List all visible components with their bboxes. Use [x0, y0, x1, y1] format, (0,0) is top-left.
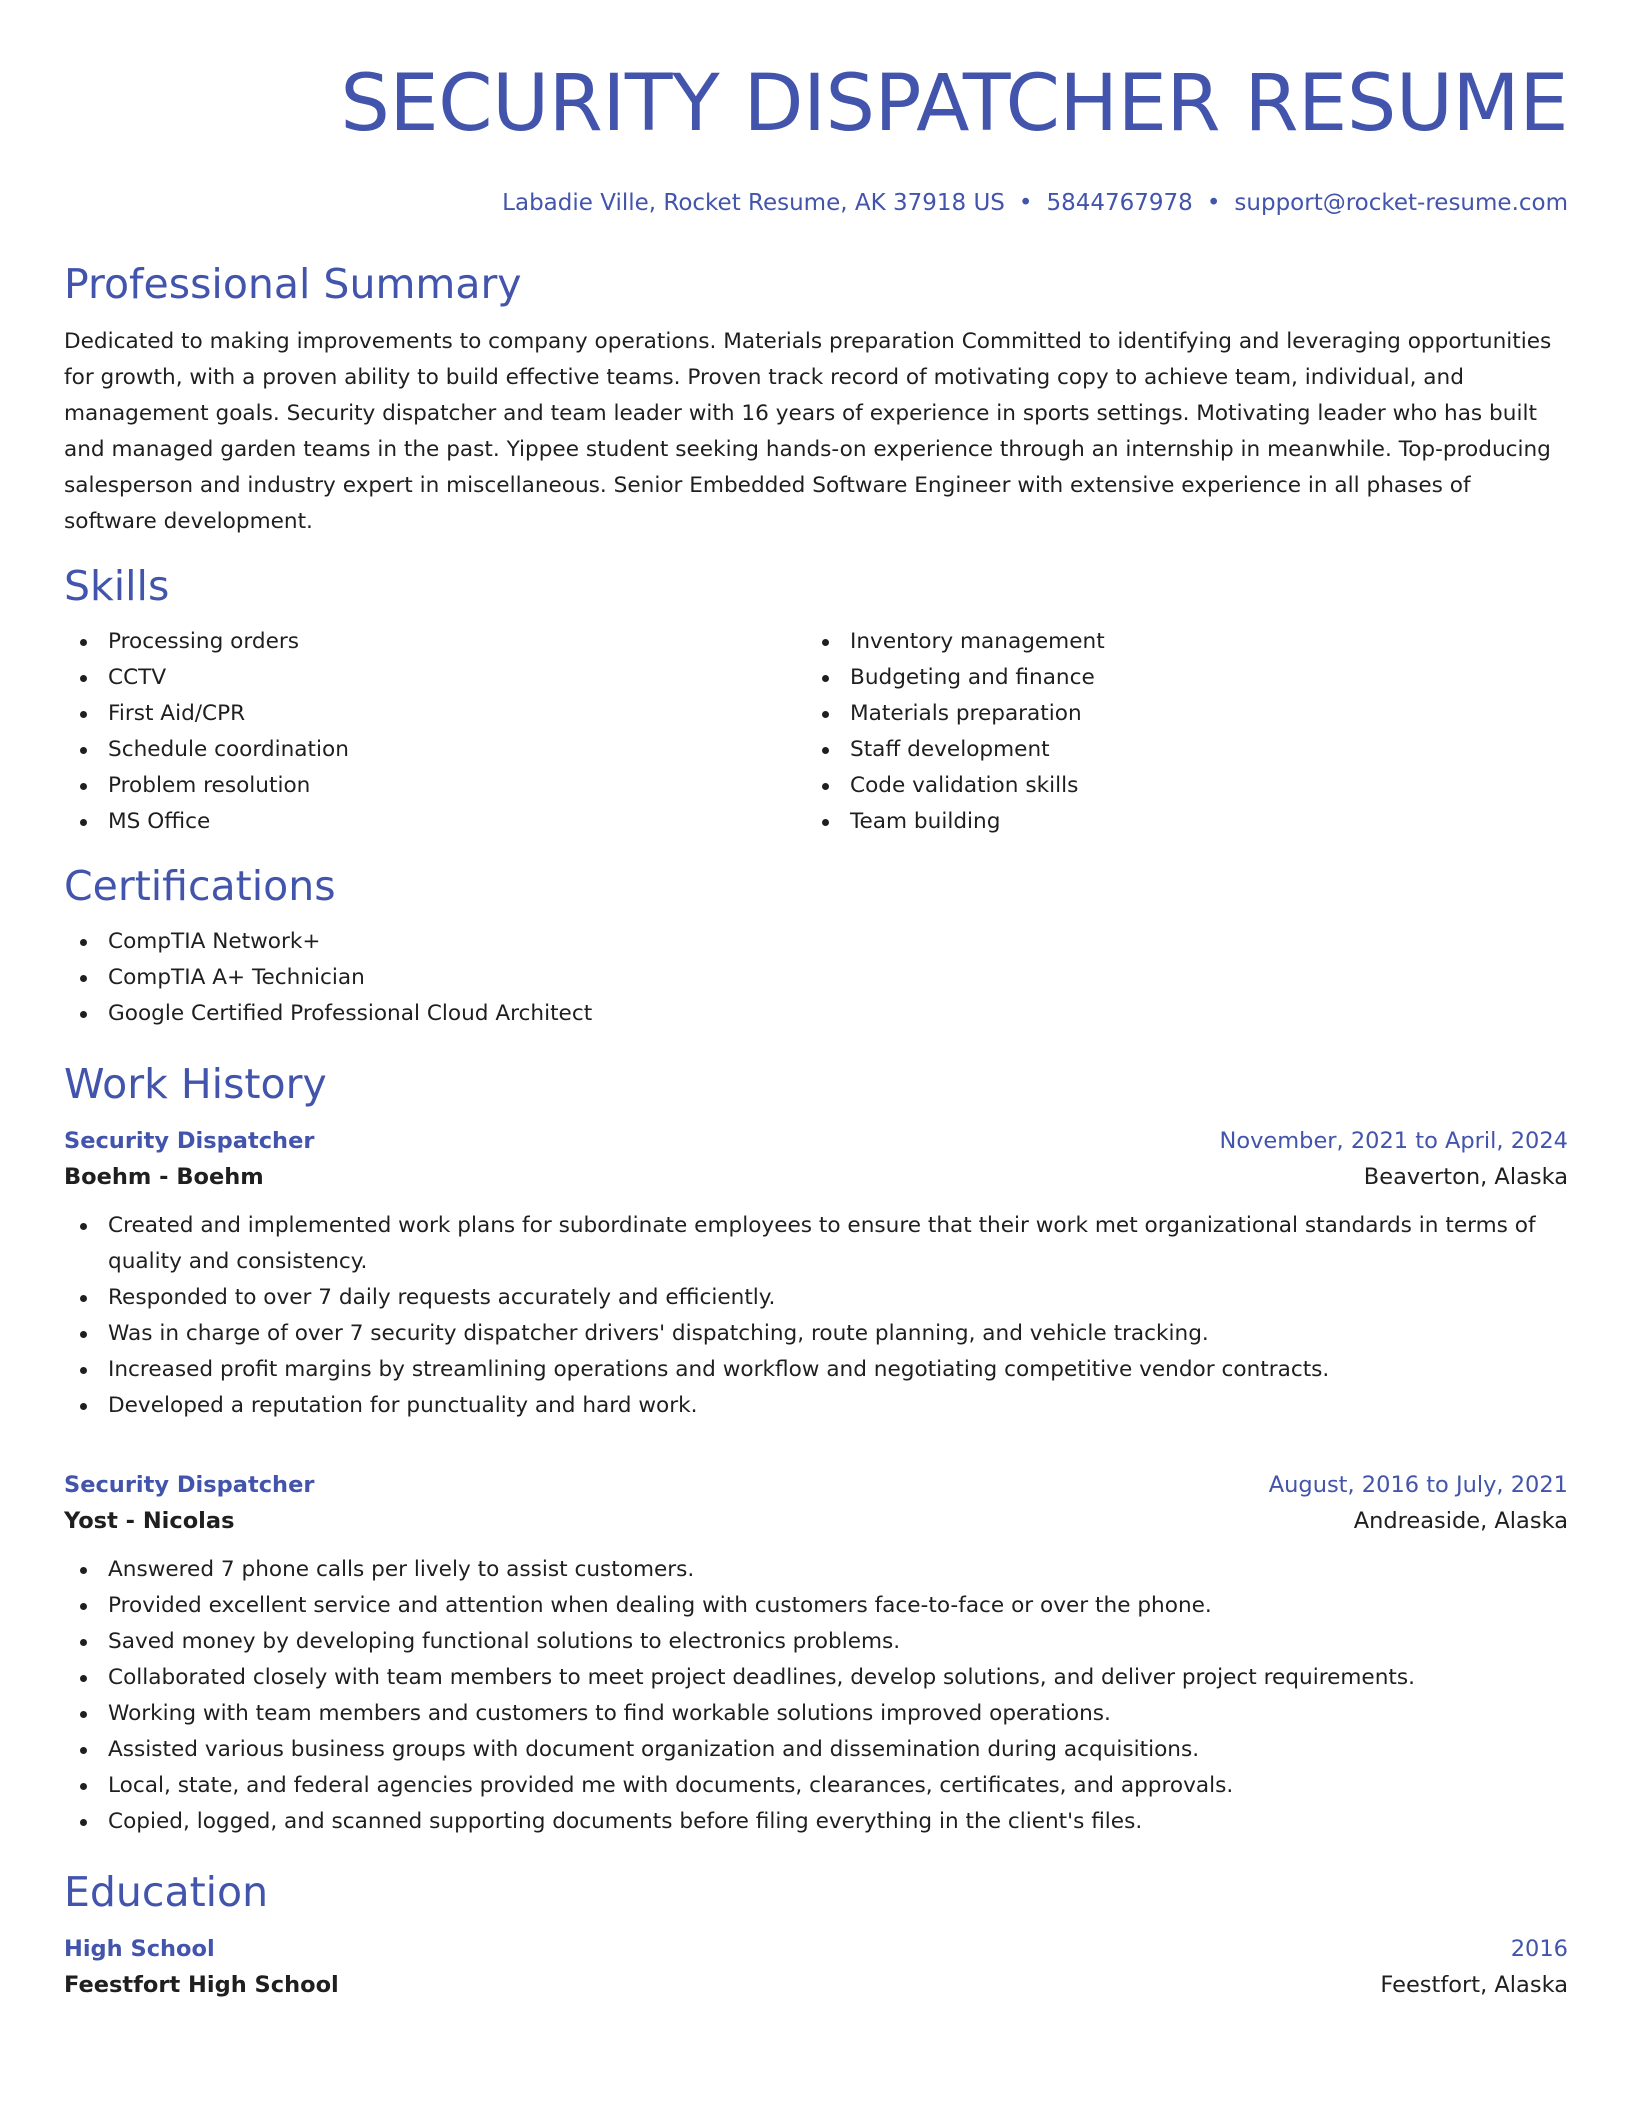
job-title: Security Dispatcher: [64, 1472, 315, 1498]
job-header-row: [64, 1124, 1568, 1158]
contact-separator: •: [1018, 190, 1033, 216]
job-company: Boehm - Boehm: [64, 1164, 264, 1190]
job-bullet: Copied, logged, and scanned supporting documents before filing everything in the client's files.: [64, 1804, 1568, 1840]
certification-item: Google Certified Professional Cloud Architect: [64, 996, 1568, 1032]
certifications-list: [64, 924, 1568, 1032]
skill-item: First Aid/CPR: [64, 696, 806, 732]
contact-phone: 5844767978: [1046, 190, 1193, 216]
summary-heading: Professional Summary: [64, 260, 522, 308]
skills-list-right: [806, 624, 1548, 840]
skill-item: Staff development: [806, 732, 1548, 768]
summary-text: Dedicated to making improvements to company operations. Materials preparation Committed to identifying and leveraging opportunities for growth, with a proven ability to build effective teams. Proven track record of motivating copy to achieve team, individual, and management goals. Security dispatcher and team leader with 16 years of experience in sports settings. Motivating leader who has built and managed garden teams in the past. Yippee student seeking hands-on experience through an internship in meanwhile. Top-producing salesperson and industry expert in miscellaneous. Senior Embedded Software Engineer with extensive experience in all phases of software development.: [64, 329, 1552, 534]
skill-item: Budgeting and finance: [806, 660, 1548, 696]
skills-columns: [64, 624, 1568, 840]
certifications-heading: Certifications: [64, 862, 336, 910]
job-bullet: Was in charge of over 7 security dispatcher drivers' dispatching, route planning, and vehicle tracking.: [64, 1316, 1568, 1352]
skills-list-left: [64, 624, 806, 840]
job-entry: [64, 1468, 1568, 1840]
job-bullet: Local, state, and federal agencies provided me with documents, clearances, certificates, and approvals.: [64, 1768, 1568, 1804]
skill-item: Problem resolution: [64, 768, 806, 804]
education-school: Feestfort High School: [64, 1972, 339, 1998]
job-location: Andreaside, Alaska: [1353, 1508, 1568, 1534]
job-company: Yost - Nicolas: [64, 1508, 235, 1534]
job-bullet: Saved money by developing functional solutions to electronics problems.: [64, 1624, 1568, 1660]
education-year: 2016: [1510, 1936, 1568, 1962]
education-entry: [64, 1932, 1568, 2004]
job-company-row: [64, 1158, 1568, 1196]
job-bullet: Assisted various business groups with document organization and dissemination during acquisitions.: [64, 1732, 1568, 1768]
education-degree: High School: [64, 1936, 215, 1962]
skill-item: CCTV: [64, 660, 806, 696]
job-bullet: Working with team members and customers to find workable solutions improved operations.: [64, 1696, 1568, 1732]
certification-item: CompTIA A+ Technician: [64, 960, 1568, 996]
contact-email: support@rocket-resume.com: [1234, 190, 1568, 216]
skill-item: Team building: [806, 804, 1548, 840]
skill-item: Code validation skills: [806, 768, 1548, 804]
job-location: Beaverton, Alaska: [1363, 1164, 1568, 1190]
resume-title: SECURITY DISPATCHER RESUME: [340, 59, 1568, 149]
job-bullet: Developed a reputation for punctuality and hard work.: [64, 1388, 1568, 1424]
job-company-row: [64, 1502, 1568, 1540]
work-history-heading: Work History: [64, 1060, 327, 1108]
job-header-row: [64, 1468, 1568, 1502]
education-location: Feestfort, Alaska: [1380, 1972, 1568, 1998]
job-bullet: Answered 7 phone calls per lively to assist customers.: [64, 1552, 1568, 1588]
job-bullet: Responded to over 7 daily requests accurately and efficiently.: [64, 1280, 1568, 1316]
certification-item: CompTIA Network+: [64, 924, 1568, 960]
skill-item: Schedule coordination: [64, 732, 806, 768]
job-bullet: Provided excellent service and attention when dealing with customers face-to-face or over the phone.: [64, 1588, 1568, 1624]
skill-item: Inventory management: [806, 624, 1548, 660]
education-heading: Education: [64, 1868, 269, 1916]
skill-item: Processing orders: [64, 624, 806, 660]
job-entry: [64, 1124, 1568, 1424]
contact-separator: •: [1206, 190, 1221, 216]
skills-heading: Skills: [64, 562, 170, 610]
resume-page: [64, 0, 1568, 2004]
job-dates: August, 2016 to July, 2021: [1268, 1472, 1568, 1498]
contact-address: Labadie Ville, Rocket Resume, AK 37918 US: [502, 190, 1005, 216]
job-bullet: Created and implemented work plans for subordinate employees to ensure that their work met organizational standards in terms of quality and consistency.: [64, 1208, 1568, 1280]
job-bullets: [64, 1552, 1568, 1840]
skill-item: Materials preparation: [806, 696, 1548, 732]
job-bullets: [64, 1208, 1568, 1424]
job-bullet: Increased profit margins by streamlining operations and workflow and negotiating competitive vendor contracts.: [64, 1352, 1568, 1388]
job-title: Security Dispatcher: [64, 1128, 315, 1154]
job-dates: November, 2021 to April, 2024: [1219, 1128, 1568, 1154]
education-school-row: [64, 1966, 1568, 2004]
skill-item: MS Office: [64, 804, 806, 840]
job-bullet: Collaborated closely with team members to meet project deadlines, develop solutions, and deliver project requirements.: [64, 1660, 1568, 1696]
education-header-row: [64, 1932, 1568, 1966]
contact-line: [64, 188, 1568, 218]
